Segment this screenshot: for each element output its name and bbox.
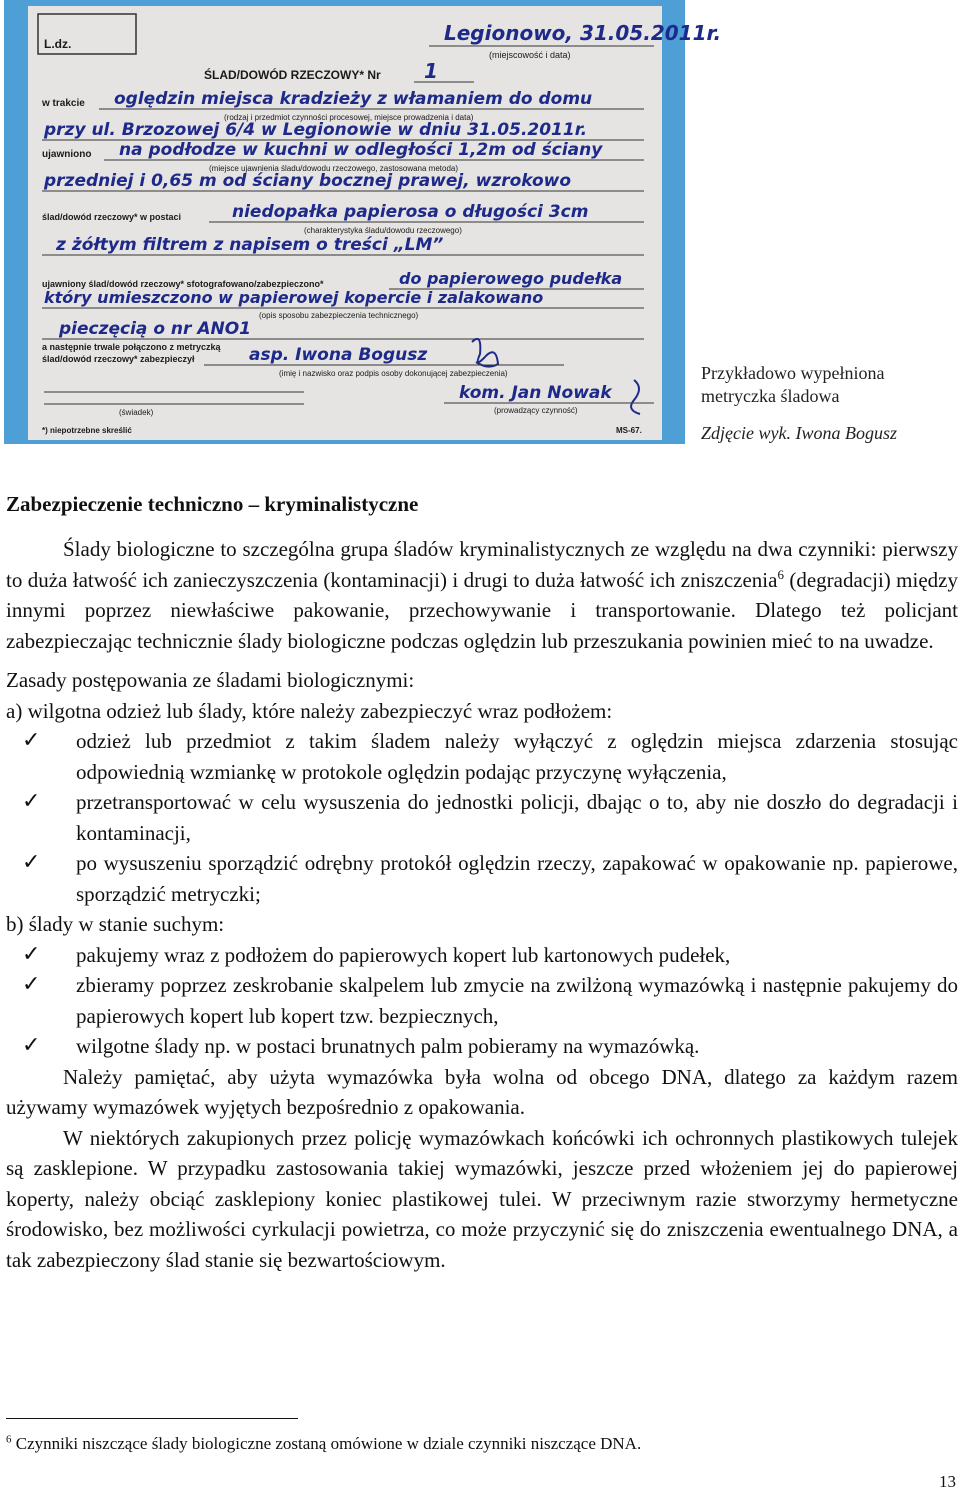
checkmark-icon: ✓ bbox=[22, 789, 41, 814]
form-line-4: przedniej i 0,65 m od ściany bocznej prawej, wzrokowo bbox=[44, 171, 572, 191]
during-label: w trakcie bbox=[42, 98, 85, 109]
list-b bbox=[6, 940, 958, 1062]
revealed-label: ujawniono bbox=[42, 149, 92, 160]
checkmark-icon: ✓ bbox=[22, 728, 41, 753]
list-item-text: pakujemy wraz z podłożem do papierowych kopert lub kartonowych pudełek, bbox=[76, 942, 731, 967]
section-heading: Zabezpieczenie techniczno – kryminalistyczne bbox=[6, 492, 419, 516]
photo-caption-text: Przykładowo wypełniona metryczka śladowa bbox=[701, 363, 885, 406]
list-item bbox=[6, 970, 958, 1031]
form-place-date: Legionowo, 31.05.2011r. bbox=[444, 21, 722, 45]
form-line-8: który umieszczono w papierowej kopercie i zalakowano bbox=[44, 288, 544, 307]
section-a-label: a) wilgotna odzież lub ślady, które należy zabezpieczyć wraz podłożem: bbox=[6, 698, 613, 723]
checkmark-icon: ✓ bbox=[22, 941, 41, 967]
paragraph-2: Należy pamiętać, aby użyta wymazówka była wolna od obcego DNA, dlatego za każdym razem używamy wymazówek wyjętych bezpośrednio z opakowania. bbox=[6, 1064, 958, 1119]
footnote-ref[interactable]: 6 bbox=[777, 566, 784, 582]
form-conductor: kom. Jan Nowak bbox=[459, 383, 612, 403]
checkmark-icon: ✓ bbox=[22, 850, 41, 875]
form-line-9: pieczęcią o nr ANO1 bbox=[59, 319, 251, 339]
footnote-number: 6 bbox=[6, 1433, 12, 1446]
list-item-text: zbieramy poprzez zeskrobanie skalpelem lub zmycie na zwilżoną wymazówką i następnie pakujemy do papierowych kopert lub kopert tzw. bezpiecznych, bbox=[76, 973, 958, 1028]
form-line-1: oględzin miejsca kradzieży z włamaniem do domu bbox=[114, 89, 593, 109]
ldz-label: L.dz. bbox=[44, 37, 72, 51]
form-line-1-caption: (rodzaj i przedmiot czynności procesowej, miejsce prowadzenia i data) bbox=[224, 113, 474, 122]
list-item bbox=[6, 940, 958, 971]
photo-caption bbox=[701, 362, 956, 445]
list-item bbox=[6, 726, 958, 787]
form-line-3-caption: (miejsce ujawnienia śladu/dowodu rzeczowego, zastosowana metoda) bbox=[209, 164, 459, 173]
form-photo bbox=[4, 0, 722, 444]
form-line-10-caption: (imię i nazwisko oraz podpis osoby dokonującej zabezpieczenia) bbox=[279, 369, 508, 378]
form-line-10: asp. Iwona Bogusz bbox=[249, 345, 428, 365]
form-line-2: przy ul. Brzozowej 6/4 w Legionowie w dniu 31.05.2011r. bbox=[44, 120, 588, 140]
list-item bbox=[6, 787, 958, 848]
paragraph-1 bbox=[6, 534, 958, 656]
checkmark-icon: ✓ bbox=[22, 972, 41, 997]
form-number: 1 bbox=[424, 59, 438, 83]
page-number: 13 bbox=[939, 1472, 956, 1491]
body-text bbox=[6, 534, 958, 1275]
trace-label: ślad/dowód rzeczowy* w postaci bbox=[42, 212, 182, 222]
secured-by-label: ślad/dowód rzeczowy* zabezpieczył bbox=[42, 354, 195, 364]
conductor-caption: (prowadzący czynność) bbox=[494, 406, 578, 415]
list-item-text: wilgotne ślady np. w postaci brunatnych palm pobieramy na wymazówką. bbox=[76, 1034, 700, 1058]
evidence-tag-form bbox=[4, 0, 722, 444]
form-line-3: na podłodze w kuchni w odległości 1,2m od ściany bbox=[119, 140, 603, 160]
form-title: ŚLAD/DOWÓD RZECZOWY* Nr bbox=[204, 68, 381, 82]
checkmark-icon: ✓ bbox=[22, 1033, 41, 1058]
list-item-text: po wysuszeniu sporządzić odrębny protokół oględzin rzeczy, zapakować w opakowanie np. papierowe, sporządzić metryczki; bbox=[76, 851, 958, 906]
list-item-text: odzież lub przedmiot z takim śladem należy wyłączyć z oględzin miejsca zdarzenia stosując odpowiednią wzmiankę w protokole oględzin podając przyczynę wyłączenia, bbox=[76, 729, 958, 784]
photo-credit: Zdjęcie wyk. Iwona Bogusz bbox=[701, 423, 897, 443]
section-b-label: b) ślady w stanie suchym: bbox=[6, 912, 225, 936]
paragraph-3: W niektórych zakupionych przez policję wymazówkach końcówki ich ochronnych plastikowych tulejek są zasklepione. W przypadku zastosowania takiej wymazówki, jeszcze przed włożeniem jej do papierowej koperty, należy obciąć zasklepiony koniec plastikowej tulei. W przeciwnym razie stworzymy hermetyczne środowisko, bez możliwości cyrkulacji powietrza, co może przyczynić się do zniszczenia ewentualnego DNA, a tak zabezpieczony ślad stanie się bezwartościowym. bbox=[6, 1125, 958, 1272]
place-date-caption: (miejscowość i data) bbox=[489, 50, 571, 60]
form-line-7: do papierowego pudełka bbox=[399, 269, 623, 288]
list-a bbox=[6, 726, 958, 909]
list-item-text: przetransportować w celu wysuszenia do jednostki policji, dbając o to, aby nie doszło do degradacji i kontaminacji, bbox=[76, 790, 958, 845]
p1-before: Ślady biologiczne to szczególna grupa śladów kryminalistycznych ze względu na dwa czynniki: pierwszy to duża łatwość ich zanieczyszczenia (kontaminacji) i drugi to duża łatwość ich zniszczenia bbox=[6, 537, 958, 592]
form-code: MS-67. bbox=[616, 426, 642, 435]
p1-after: (degradacji) między innymi poprzez niewłaściwe pakowanie, przechowywanie i transportowanie. Dlatego też policjant zabezpieczając technicznie ślady biologiczne podczas oględzin lub przeszukania powinien mieć to na uwadze. bbox=[6, 567, 958, 653]
form-line-5-caption: (charakterystyka śladu/dowodu rzeczowego) bbox=[304, 226, 462, 235]
form-line-8-caption: (opis sposobu zabezpieczenia technicznego) bbox=[259, 311, 419, 320]
footnote-separator bbox=[6, 1418, 298, 1419]
list-item bbox=[6, 1031, 958, 1062]
form-line-5: niedopałka papierosa o długości 3cm bbox=[232, 202, 589, 222]
next-label: a następnie trwale połączono z metryczką bbox=[42, 342, 221, 352]
form-footnote: *) niepotrzebne skreślić bbox=[42, 426, 132, 435]
rules-intro: Zasady postępowania ze śladami biologicznymi: bbox=[6, 668, 415, 692]
witness-caption: (świadek) bbox=[119, 408, 154, 417]
form-line-6: z żółtym filtrem z napisem o treści „LM” bbox=[56, 235, 444, 255]
footnote bbox=[6, 1432, 956, 1456]
list-item bbox=[6, 848, 958, 909]
secured-label: ujawniony ślad/dowód rzeczowy* sfotografowano/zabezpieczono* bbox=[42, 279, 324, 289]
footnote-text: Czynniki niszczące ślady biologiczne zostaną omówione w dziale czynniki niszczące DNA. bbox=[11, 1434, 642, 1453]
